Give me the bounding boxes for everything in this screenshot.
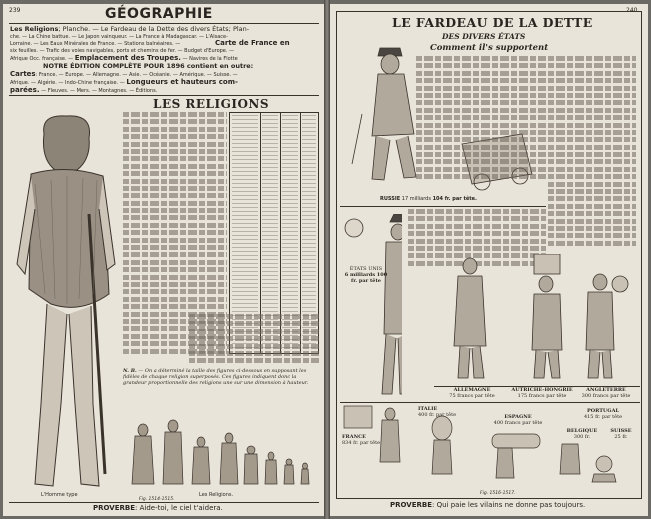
- spain-label: ESPAGNE: [504, 414, 532, 420]
- proverb-label-right: PROVERBE: [390, 501, 432, 509]
- portugal-label: PORTUGAL: [587, 408, 619, 414]
- right-page: [330, 4, 648, 516]
- debt-text-intro: [416, 56, 546, 184]
- cartes-label: Cartes: [10, 70, 36, 78]
- russia-label: RUSSIE: [380, 196, 401, 202]
- toc-line-5-bold: Emplacement des Troupes.: [74, 54, 181, 62]
- proverb-label-left: PROVERBE: [93, 504, 135, 512]
- toc-line-5: Afrique Occ. française. —: [10, 56, 74, 62]
- religion-figures-illustration: [121, 396, 321, 491]
- italy-label: ITALIE: [418, 406, 438, 412]
- header-rule: [9, 23, 319, 24]
- toc-line-5-rest: — Navires de la Flotte: [182, 56, 238, 62]
- cartes-line-3-bold: parées.: [10, 86, 40, 94]
- germany-value: 75 francs par tête: [449, 393, 495, 399]
- austria-value: 175 francs par tête: [517, 393, 567, 399]
- russia-per-head: 104 fr. par tête.: [432, 196, 477, 202]
- austria-label: AUTRICHE-HONGRIE: [511, 387, 573, 393]
- france-value: 834 fr. par tête: [342, 440, 381, 446]
- usa-value: 6 milliards 100 fr. par tête: [344, 272, 388, 284]
- toc-line-1: ; Planche. — Le Fardeau de la Dette des divers États; Plan-: [58, 25, 250, 33]
- religions-text-lower: [189, 314, 319, 366]
- germany-label: ALLEMAGNE: [453, 387, 491, 393]
- proverb-text-left: : Aide-toi, le ciel t'aidera.: [135, 504, 223, 512]
- fig-label-right: Fig. 1516-1517.: [480, 491, 516, 496]
- debt-text-right-column: [548, 56, 636, 256]
- note-text: — On a déterminé la taille des figures ci-dessous en supposant les fidèles de chaque religion superposés. Ces figures indiquent donc la grandeur proportionnelle des religions une sur une dimension à hauteur.: [123, 368, 309, 387]
- cartes-line-2-bold: Longueurs et hauteurs com-: [126, 78, 238, 86]
- toc-religions: Les Religions: [10, 25, 59, 33]
- note-block: [123, 368, 319, 398]
- switzerland-value: 25 fr.: [614, 434, 628, 440]
- italy-value: 400 fr. par tête: [418, 412, 457, 418]
- debt-title: LE FARDEAU DE LA DETTE: [392, 15, 593, 30]
- debt-subtitle: DES DIVERS ÉTATS: [442, 32, 526, 41]
- england-label: ANGLETERRE: [586, 387, 626, 393]
- page-number-left: 239: [9, 7, 21, 14]
- edition-line: NOTRE ÉDITION COMPLÈTE POUR 1896 contient en outre:: [43, 62, 254, 70]
- debt-subsubtitle: Comment il's supportent: [430, 43, 549, 53]
- left-page: [3, 4, 324, 516]
- cartes-line-3: — Fleuves. — Mers. — Montagnes. — Éditions.: [41, 88, 158, 94]
- spain-value: 400 francs par tête: [493, 420, 543, 426]
- toc-line-3: Lorraine. — Les Eaux Minérales de France. — Stations balnéaires. —: [10, 41, 181, 47]
- toc-line-4: six feuilles. — Trafic des voies navigables, ports et chemins de fer. — Budget d'Europe. —: [10, 48, 235, 54]
- usa-label: ÉTATS UNIS: [349, 266, 383, 272]
- usa-figure-illustration: [342, 214, 402, 404]
- cartes-line-2: Afrique. — Algérie. — Indo-Chine française. —: [10, 80, 125, 86]
- page-number-right: 240: [626, 7, 638, 14]
- belgium-label: BELGIQUE: [566, 428, 598, 434]
- europe-figures-illustration: [438, 254, 638, 386]
- belgium-value: 300 fr.: [573, 434, 591, 440]
- portugal-value: 415 fr. par tête: [583, 414, 623, 420]
- switzerland-label: SUISSE: [610, 428, 632, 434]
- proverb-text-right: : Qui paie les vilains ne donne pas toujours.: [432, 501, 586, 509]
- russia-value: 17 milliards: [401, 196, 431, 202]
- note-label: N. B.: [123, 368, 137, 374]
- caption-religions: Les Religions.: [199, 492, 234, 498]
- section-title: LES RELIGIONS: [153, 97, 270, 111]
- giant-man-illustration: [11, 114, 123, 494]
- england-value: 300 francs par tête: [581, 393, 631, 399]
- fig-label-left: Fig. 1514-1515.: [139, 497, 175, 502]
- toc-line-3-right: Carte de France en: [215, 39, 290, 47]
- caption-homme-type: L'Homme type: [41, 492, 78, 498]
- header-title: GÉOGRAPHIE: [105, 6, 213, 22]
- cartes-line-1: : France. — Europe. — Allemagne. — Asie. — Océanie. — Amérique. — Suisse. —: [35, 72, 238, 78]
- toc-line-2: che. — La Chine battue. — Le Japon vainqueur. — La France à Madagascar. — L'Alsace-: [10, 34, 228, 40]
- france-label: FRANCE: [342, 434, 366, 440]
